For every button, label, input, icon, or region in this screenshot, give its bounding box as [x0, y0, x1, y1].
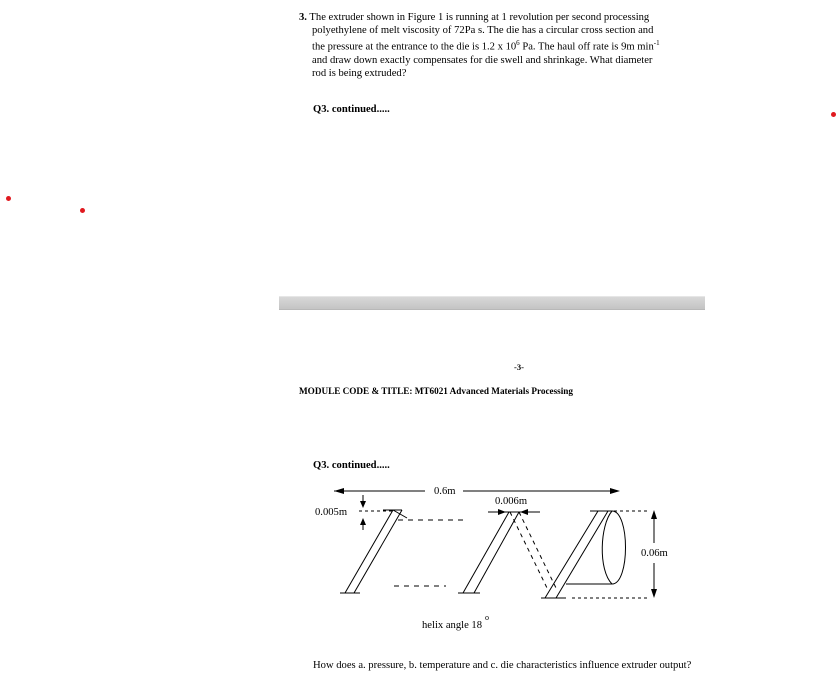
- continued-heading-bottom: Q3. continued.....: [313, 460, 390, 471]
- continued-heading-top: Q3. continued.....: [313, 104, 390, 115]
- label-diameter: 0.06m: [641, 548, 668, 559]
- page-number: -3-: [514, 362, 524, 372]
- label-length: 0.6m: [434, 486, 456, 497]
- question-line-3: the pressure at the entrance to the die is 1.2 x $10^6$ Pa. The haul off rate is 9m $\min^{-1}$: [312, 39, 660, 53]
- question-number: 3.: [299, 12, 307, 23]
- module-title: MODULE CODE & TITLE: MT6021 Advanced Materials Processing: [299, 386, 574, 396]
- question-line-4: and draw down exactly compensates for die swell and shrinkage. What diameter: [312, 54, 653, 66]
- question-b-text: How does a. pressure, b. temperature and c. die characteristics influence extruder output?: [313, 660, 692, 671]
- question-line-2: polyethylene of melt viscosity of 72Pa s. The die has a circular cross section and: [312, 25, 654, 36]
- question-line-5: rod is being extruded?: [312, 67, 407, 79]
- question-line-1: The extruder shown in Figure 1 is running at 1 revolution per second processing: [309, 12, 650, 23]
- label-channel-depth: 0.005m: [315, 507, 348, 518]
- label-helix-degree: o: [485, 613, 489, 622]
- label-pitch-width: 0.006m: [495, 496, 528, 507]
- label-helix-angle: helix angle 18: [422, 620, 483, 631]
